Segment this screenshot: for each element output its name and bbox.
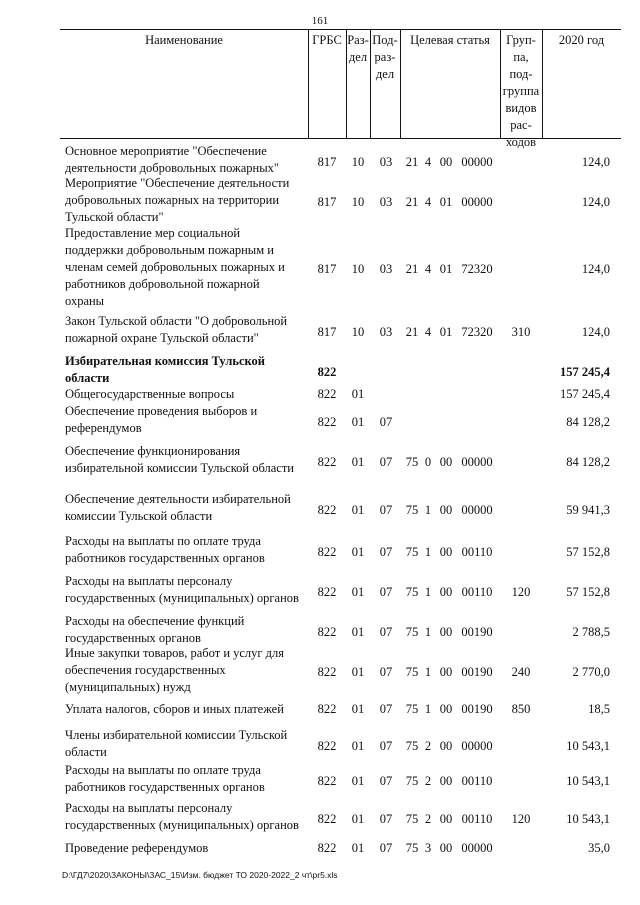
table-row <box>0 491 640 525</box>
header-gruppa-line: Груп- <box>506 33 536 47</box>
cell-pr: 07 <box>379 503 393 517</box>
header-razdel <box>346 32 370 66</box>
cell-c4: 00190 <box>461 665 493 679</box>
cell-rz: 01 <box>351 702 365 716</box>
cell-vr: 310 <box>511 325 531 339</box>
cell-pr: 07 <box>379 739 393 753</box>
row-name <box>65 443 305 477</box>
header-razdel-line: Раз- <box>347 33 369 47</box>
cell-pr: 07 <box>379 545 393 559</box>
cell-c1: 75 <box>405 585 419 599</box>
table-row <box>0 701 640 718</box>
row-name <box>65 840 305 857</box>
row-name-line: государственных (муниципальных) органов <box>65 818 299 832</box>
cell-c3: 01 <box>439 195 453 209</box>
row-name-line: Избирательная комиссия Тульской <box>65 354 265 368</box>
cell-c3: 00 <box>439 155 453 169</box>
table-row <box>0 143 640 177</box>
cell-grbs: 817 <box>317 155 337 169</box>
row-name-line: работников добровольной пожарной <box>65 277 260 291</box>
row-name <box>65 313 305 347</box>
row-name-line: комиссии Тульской области <box>65 509 213 523</box>
header-podrazdel-line: раз- <box>374 50 396 64</box>
cell-grbs: 822 <box>317 665 337 679</box>
cell-c2: 2 <box>424 812 432 826</box>
row-name <box>65 573 305 607</box>
table-row <box>0 800 640 834</box>
row-name-line: государственных органов <box>65 631 201 645</box>
row-name <box>65 403 305 437</box>
cell-pr: 07 <box>379 812 393 826</box>
row-name-line: Расходы на выплаты персоналу <box>65 574 233 588</box>
cell-c4: 00110 <box>461 545 493 559</box>
header-gruppa-line: ходов <box>505 135 537 149</box>
cell-grbs: 822 <box>317 455 337 469</box>
cell-amount: 124,0 <box>581 155 610 169</box>
cell-grbs: 822 <box>317 625 337 639</box>
cell-c4: 00110 <box>461 585 493 599</box>
cell-c1: 75 <box>405 665 419 679</box>
cell-c3: 00 <box>439 665 453 679</box>
cell-c3: 00 <box>439 774 453 788</box>
row-name <box>65 175 305 226</box>
cell-amount: 59 941,3 <box>566 503 610 517</box>
cell-pr: 07 <box>379 415 393 429</box>
page-number: 161 <box>311 15 329 27</box>
cell-amount: 10 543,1 <box>566 774 610 788</box>
cell-rz: 01 <box>351 841 365 855</box>
cell-c4: 00190 <box>461 625 493 639</box>
table-row <box>0 386 640 403</box>
table-row <box>0 403 640 437</box>
cell-amount: 10 543,1 <box>566 739 610 753</box>
cell-pr: 07 <box>379 665 393 679</box>
cell-c2: 3 <box>424 841 432 855</box>
header-gruppa-line: группа <box>502 84 540 98</box>
cell-c2: 0 <box>424 455 432 469</box>
row-name-line: Расходы на обеспечение функций <box>65 614 245 628</box>
row-name <box>65 491 305 525</box>
header-podrazdel <box>370 32 400 83</box>
cell-amount: 57 152,8 <box>566 585 610 599</box>
cell-c4: 00000 <box>461 155 493 169</box>
cell-amount: 157 245,4 <box>560 387 610 401</box>
cell-c2: 1 <box>424 625 432 639</box>
cell-c1: 21 <box>405 195 419 209</box>
cell-pr: 03 <box>379 325 393 339</box>
row-name-line: области <box>65 745 107 759</box>
row-name <box>65 727 305 761</box>
cell-rz: 10 <box>351 155 365 169</box>
table-row <box>0 840 640 857</box>
table-row <box>0 443 640 477</box>
header-name: Наименование <box>145 33 223 47</box>
cell-c1: 75 <box>405 812 419 826</box>
row-name <box>65 533 305 567</box>
row-name <box>65 143 305 177</box>
cell-c4: 00000 <box>461 195 493 209</box>
cell-grbs: 822 <box>317 387 337 401</box>
cell-pr: 07 <box>379 625 393 639</box>
row-name-line: Обеспечение проведения выборов и <box>65 404 258 418</box>
table-header <box>60 29 621 149</box>
table-row <box>0 353 640 387</box>
cell-rz: 01 <box>351 625 365 639</box>
cell-rz: 01 <box>351 545 365 559</box>
cell-rz: 01 <box>351 585 365 599</box>
row-name-line: Предоставление мер социальной <box>65 226 241 240</box>
row-name <box>65 762 305 796</box>
row-name-line: членам семей добровольных пожарных и <box>65 260 285 274</box>
cell-c1: 75 <box>405 774 419 788</box>
row-name-line: Мероприятие "Обеспечение деятельности <box>65 176 290 190</box>
cell-c4: 00110 <box>461 774 493 788</box>
cell-rz: 01 <box>351 812 365 826</box>
cell-c4: 00000 <box>461 739 493 753</box>
row-name <box>65 386 305 403</box>
cell-rz: 01 <box>351 739 365 753</box>
row-name-line: области <box>65 371 110 385</box>
cell-grbs: 822 <box>317 545 337 559</box>
row-name-line: Расходы на выплаты по оплате труда <box>65 534 261 548</box>
cell-rz: 10 <box>351 325 365 339</box>
cell-c3: 00 <box>439 841 453 855</box>
row-name-line: охраны <box>65 294 105 308</box>
cell-amount: 35,0 <box>588 841 610 855</box>
cell-pr: 07 <box>379 455 393 469</box>
row-name-line: государственных (муниципальных) органов <box>65 591 299 605</box>
table-row <box>0 313 640 347</box>
row-name-line: Расходы на выплаты по оплате труда <box>65 763 261 777</box>
cell-amount: 157 245,4 <box>560 365 610 379</box>
cell-rz: 01 <box>351 455 365 469</box>
cell-c3: 01 <box>439 325 453 339</box>
cell-rz: 01 <box>351 665 365 679</box>
cell-rz: 10 <box>351 195 365 209</box>
cell-c2: 2 <box>424 774 432 788</box>
row-name <box>65 645 305 696</box>
cell-c1: 75 <box>405 702 419 716</box>
table-row <box>0 225 640 310</box>
cell-amount: 57 152,8 <box>566 545 610 559</box>
header-gruppa-line: рас- <box>510 118 532 132</box>
cell-rz: 01 <box>351 387 365 401</box>
row-name-line: Общегосударственные вопросы <box>65 387 235 401</box>
cell-grbs: 822 <box>317 841 337 855</box>
row-name-line: обеспечения государственных <box>65 663 226 677</box>
cell-grbs: 817 <box>317 195 337 209</box>
cell-c4: 00000 <box>461 841 493 855</box>
cell-c3: 00 <box>439 585 453 599</box>
cell-c4: 72320 <box>461 262 493 276</box>
cell-rz: 01 <box>351 774 365 788</box>
cell-c4: 00190 <box>461 702 493 716</box>
cell-c2: 4 <box>424 155 432 169</box>
cell-c2: 1 <box>424 585 432 599</box>
cell-c1: 75 <box>405 739 419 753</box>
cell-c3: 00 <box>439 702 453 716</box>
header-year: 2020 год <box>558 33 605 47</box>
cell-c2: 4 <box>424 262 432 276</box>
cell-pr: 07 <box>379 841 393 855</box>
cell-c1: 75 <box>405 841 419 855</box>
row-name-line: работников государственных органов <box>65 780 265 794</box>
header-podrazdel-line: Под- <box>372 33 398 47</box>
row-name <box>65 800 305 834</box>
cell-vr: 120 <box>511 585 531 599</box>
cell-rz: 01 <box>351 415 365 429</box>
header-gruppa <box>500 32 542 151</box>
table-row <box>0 175 640 226</box>
cell-c3: 01 <box>439 262 453 276</box>
table-row <box>0 573 640 607</box>
table-row <box>0 645 640 696</box>
row-name-line: поддержки добровольным пожарным и <box>65 243 274 257</box>
header-gruppa-line: па, <box>513 50 529 64</box>
table-row <box>0 762 640 796</box>
cell-amount: 84 128,2 <box>566 455 610 469</box>
cell-c3: 00 <box>439 739 453 753</box>
cell-c2: 1 <box>424 545 432 559</box>
cell-c2: 1 <box>424 702 432 716</box>
cell-rz: 10 <box>351 262 365 276</box>
cell-c4: 00110 <box>461 812 493 826</box>
cell-c4: 00000 <box>461 503 493 517</box>
table-row <box>0 727 640 761</box>
cell-grbs: 822 <box>317 812 337 826</box>
cell-grbs: 822 <box>317 774 337 788</box>
table-row <box>0 613 640 647</box>
row-name <box>65 353 305 387</box>
header-celevaya: Целевая статья <box>410 33 490 47</box>
cell-grbs: 817 <box>317 262 337 276</box>
header-grbs: ГРБС <box>312 33 342 47</box>
cell-c1: 21 <box>405 262 419 276</box>
header-gruppa-line: видов <box>505 101 537 115</box>
cell-c3: 00 <box>439 625 453 639</box>
row-name-line: Обеспечение деятельности избирательной <box>65 492 291 506</box>
cell-c1: 75 <box>405 625 419 639</box>
cell-c2: 4 <box>424 325 432 339</box>
cell-c3: 00 <box>439 455 453 469</box>
cell-c1: 75 <box>405 545 419 559</box>
row-name <box>65 225 305 310</box>
cell-amount: 84 128,2 <box>566 415 610 429</box>
cell-pr: 07 <box>379 702 393 716</box>
table-row <box>0 533 640 567</box>
cell-vr: 240 <box>511 665 531 679</box>
cell-c1: 21 <box>405 155 419 169</box>
cell-amount: 124,0 <box>581 195 610 209</box>
cell-amount: 10 543,1 <box>566 812 610 826</box>
cell-grbs: 822 <box>317 415 337 429</box>
row-name-line: Уплата налогов, сборов и иных платежей <box>65 702 284 716</box>
header-gruppa-line: под- <box>509 67 533 81</box>
cell-c1: 75 <box>405 503 419 517</box>
cell-amount: 124,0 <box>581 325 610 339</box>
row-name-line: Тульской области" <box>65 210 164 224</box>
header-razdel-line: дел <box>348 50 368 64</box>
cell-pr: 07 <box>379 774 393 788</box>
cell-rz: 01 <box>351 503 365 517</box>
cell-c4: 00000 <box>461 455 493 469</box>
row-name-line: работников государственных органов <box>65 551 265 565</box>
cell-c2: 1 <box>424 503 432 517</box>
cell-vr: 850 <box>511 702 531 716</box>
row-name-line: Расходы на выплаты персоналу <box>65 801 233 815</box>
file-path-footer: D:\ГД7\2020\ЗАКОНЫ\ЗАС_15\Изм. бюджет ТО 2020-2022_2 чт\pr5.xls <box>62 870 338 880</box>
cell-grbs: 822 <box>317 739 337 753</box>
cell-grbs: 822 <box>317 702 337 716</box>
cell-c4: 72320 <box>461 325 493 339</box>
row-name <box>65 613 305 647</box>
cell-pr: 03 <box>379 262 393 276</box>
row-name-line: добровольных пожарных на территории <box>65 193 280 207</box>
row-name-line: Закон Тульской области "О добровольной <box>65 314 288 328</box>
row-name-line: Основное мероприятие "Обеспечение <box>65 144 267 158</box>
cell-grbs: 817 <box>317 325 337 339</box>
row-name-line: Проведение референдумов <box>65 841 209 855</box>
cell-c2: 1 <box>424 665 432 679</box>
cell-grbs: 822 <box>317 365 337 379</box>
row-name-line: Иные закупки товаров, работ и услуг для <box>65 646 285 660</box>
cell-pr: 03 <box>379 155 393 169</box>
row-name-line: Обеспечение функционирования <box>65 444 241 458</box>
row-name-line: пожарной охране Тульской области" <box>65 331 259 345</box>
row-name-line: референдумов <box>65 421 142 435</box>
cell-grbs: 822 <box>317 503 337 517</box>
cell-pr: 03 <box>379 195 393 209</box>
cell-amount: 2 788,5 <box>572 625 610 639</box>
row-name-line: (муниципальных) нужд <box>65 680 191 694</box>
cell-c2: 4 <box>424 195 432 209</box>
cell-grbs: 822 <box>317 585 337 599</box>
cell-c1: 21 <box>405 325 419 339</box>
cell-pr: 07 <box>379 585 393 599</box>
cell-c3: 00 <box>439 545 453 559</box>
header-podrazdel-line: дел <box>375 67 395 81</box>
cell-c3: 00 <box>439 812 453 826</box>
row-name <box>65 701 305 718</box>
cell-amount: 124,0 <box>581 262 610 276</box>
row-name-line: деятельности добровольных пожарных" <box>65 161 279 175</box>
cell-vr: 120 <box>511 812 531 826</box>
cell-c2: 2 <box>424 739 432 753</box>
row-name-line: Члены избирательной комиссии Тульской <box>65 728 288 742</box>
cell-amount: 2 770,0 <box>572 665 610 679</box>
cell-c1: 75 <box>405 455 419 469</box>
row-name-line: избирательной комиссии Тульской области <box>65 461 294 475</box>
cell-c3: 00 <box>439 503 453 517</box>
cell-amount: 18,5 <box>588 702 610 716</box>
